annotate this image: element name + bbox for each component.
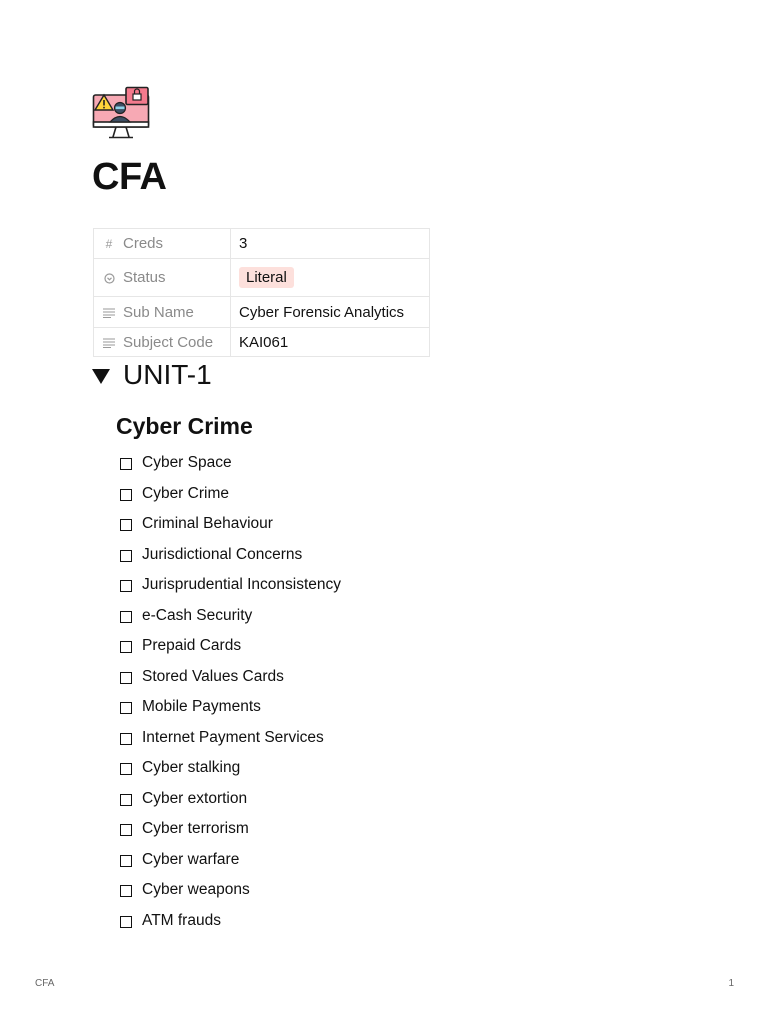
property-row-sub-name[interactable] <box>94 297 430 328</box>
property-value-sub-name[interactable]: Cyber Forensic Analytics <box>231 297 430 328</box>
property-row-subject-code[interactable] <box>94 328 430 357</box>
checkbox[interactable] <box>120 641 132 653</box>
todo-item <box>120 479 341 510</box>
todo-label: Cyber terrorism <box>142 820 249 838</box>
checkbox[interactable] <box>120 763 132 775</box>
select-icon <box>102 273 116 284</box>
footer-page-number: 1 <box>728 978 734 989</box>
property-key-cell <box>94 259 231 297</box>
todo-list <box>120 448 341 936</box>
checkbox[interactable] <box>120 885 132 897</box>
todo-label: Cyber Crime <box>142 484 229 502</box>
todo-label: Internet Payment Services <box>142 728 324 746</box>
property-row-creds[interactable] <box>94 229 430 259</box>
checkbox[interactable] <box>120 794 132 806</box>
text-icon <box>102 308 116 318</box>
todo-item <box>120 448 341 479</box>
property-key-sub-name: Sub Name <box>123 303 194 321</box>
todo-item <box>120 753 341 784</box>
checkbox[interactable] <box>120 916 132 928</box>
checkbox[interactable] <box>120 550 132 562</box>
todo-item <box>120 601 341 632</box>
todo-item <box>120 570 341 601</box>
cyber-security-monitor-icon <box>92 86 150 140</box>
checkbox[interactable] <box>120 733 132 745</box>
todo-label: Cyber weapons <box>142 881 250 899</box>
todo-label: ATM frauds <box>142 911 221 929</box>
checkbox[interactable] <box>120 855 132 867</box>
checkbox[interactable] <box>120 611 132 623</box>
todo-label: Criminal Behaviour <box>142 515 273 533</box>
number-icon: # <box>105 237 113 252</box>
todo-item <box>120 509 341 540</box>
property-key-creds: Creds <box>123 235 164 252</box>
todo-item <box>120 875 341 906</box>
todo-item <box>120 692 341 723</box>
todo-label: Cyber warfare <box>142 850 240 868</box>
todo-label: e-Cash Security <box>142 606 253 624</box>
checkbox[interactable] <box>120 580 132 592</box>
status-badge[interactable]: Literal <box>239 267 294 288</box>
todo-item <box>120 540 341 571</box>
todo-label: Cyber stalking <box>142 759 241 777</box>
todo-label: Mobile Payments <box>142 698 261 716</box>
checkbox[interactable] <box>120 824 132 836</box>
property-value-status-cell[interactable] <box>231 259 430 297</box>
property-key-cell <box>94 229 231 259</box>
property-key-cell <box>94 297 231 328</box>
todo-item <box>120 631 341 662</box>
checkbox[interactable] <box>120 519 132 531</box>
section-heading: Cyber Crime <box>116 413 253 439</box>
toggle-triangle-down-icon[interactable] <box>92 369 110 384</box>
page-title: CFA <box>92 156 167 198</box>
todo-item <box>120 723 341 754</box>
todo-label: Prepaid Cards <box>142 637 242 655</box>
unit-toggle-heading[interactable] <box>92 356 212 394</box>
todo-item <box>120 845 341 876</box>
todo-label: Jurisdictional Concerns <box>142 545 303 563</box>
todo-label: Stored Values Cards <box>142 667 284 685</box>
checkbox[interactable] <box>120 489 132 501</box>
properties-table <box>93 228 430 357</box>
checkbox[interactable] <box>120 702 132 714</box>
checkbox[interactable] <box>120 672 132 684</box>
todo-label: Cyber extortion <box>142 789 248 807</box>
property-value-creds[interactable]: 3 <box>231 229 430 259</box>
todo-item <box>120 814 341 845</box>
text-icon <box>102 338 116 348</box>
todo-item <box>120 662 341 693</box>
property-value-subject-code[interactable]: KAI061 <box>231 328 430 357</box>
unit-title: UNIT-1 <box>123 359 212 390</box>
footer-document-name: CFA <box>35 978 55 989</box>
todo-label: Cyber Space <box>142 454 232 472</box>
checkbox[interactable] <box>120 458 132 470</box>
todo-item <box>120 784 341 815</box>
todo-item <box>120 906 341 937</box>
property-key-status: Status <box>123 269 166 286</box>
property-row-status[interactable] <box>94 259 430 297</box>
property-key-subject-code: Subject Code <box>123 333 214 351</box>
property-key-cell <box>94 328 231 357</box>
todo-label: Jurisprudential Inconsistency <box>142 576 342 594</box>
